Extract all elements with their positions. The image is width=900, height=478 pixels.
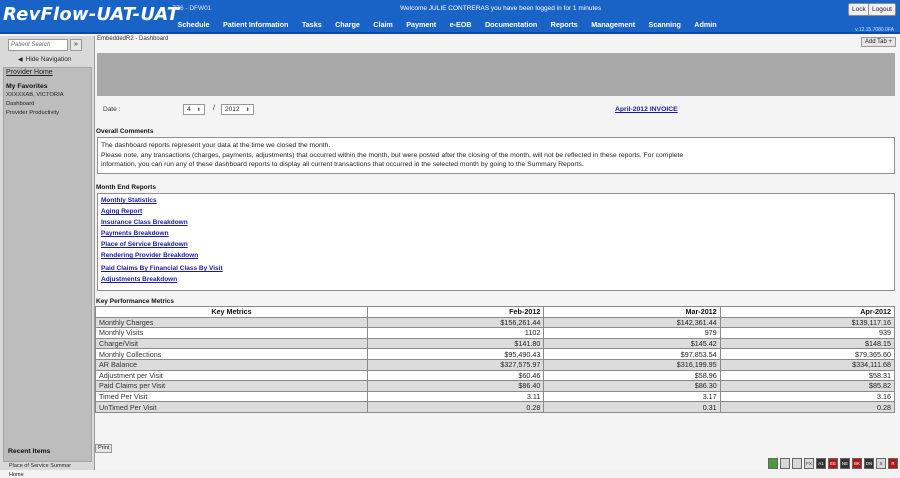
app-logo: RevFlow-UAT-UAT: [3, 4, 180, 25]
metric-value-cell: $139,117.16: [720, 317, 894, 328]
report-link-monthly-statistics[interactable]: Monthly Statistics: [101, 197, 157, 204]
metric-name-cell: Monthly Charges: [96, 317, 368, 328]
recent-item[interactable]: Home: [9, 472, 24, 478]
metric-name-cell: UnTimed Per Visit: [96, 402, 368, 413]
comment-line: information, you can run any of these dashboard reports to display all current transactions that occurred in the selected month by going to the Summary Reports.: [101, 161, 584, 168]
comment-line: The dashboard reports represent your data at the time we closed the month.: [101, 142, 331, 149]
metric-value-cell: $60.46: [368, 370, 544, 381]
print-button[interactable]: Print: [95, 444, 112, 453]
table-row: [96, 391, 895, 402]
nav-item-tasks[interactable]: Tasks: [301, 20, 322, 29]
year-select[interactable]: [221, 104, 254, 115]
report-link-adjustments[interactable]: Adjustments Breakdown: [101, 276, 178, 283]
metric-name-cell: Timed Per Visit: [96, 391, 368, 402]
reports-box: [97, 193, 895, 291]
year-value: 2012: [225, 106, 240, 113]
metric-value-cell: $58.96: [544, 370, 720, 381]
favorite-item[interactable]: Dashboard: [6, 101, 35, 107]
month-select[interactable]: [183, 104, 205, 115]
metric-value-cell: 0.28: [720, 402, 894, 413]
favorites-heading: My Favorites: [6, 83, 48, 90]
taskbar-app-icon[interactable]: EE: [828, 458, 838, 469]
nav-item-admin[interactable]: Admin: [694, 20, 717, 29]
comments-box: [97, 137, 895, 174]
metric-value-cell: $79,365.60: [720, 349, 894, 360]
taskbar-app-icon[interactable]: A1: [816, 458, 826, 469]
taskbar-app-icon[interactable]: R: [888, 458, 898, 469]
overall-comments-heading: Overall Comments: [96, 128, 154, 135]
app-header: [0, 0, 900, 34]
nav-item-charge[interactable]: Charge: [335, 20, 360, 29]
nav-item-claim[interactable]: Claim: [373, 20, 393, 29]
main-nav: [171, 20, 723, 29]
dashboard-content: [95, 36, 900, 470]
metric-value-cell: 939: [720, 328, 894, 339]
nav-item-documentation[interactable]: Documentation: [484, 20, 538, 29]
welcome-message: Welcome JULIE CONTRERAS you have been logged in for 1 minutes: [400, 5, 602, 12]
metric-value-cell: 979: [544, 328, 720, 339]
nav-item-schedule[interactable]: Schedule: [177, 20, 210, 29]
nav-item-payment[interactable]: Payment: [406, 20, 437, 29]
nav-item-reports[interactable]: Reports: [550, 20, 578, 29]
metric-value-cell: 1102: [368, 328, 544, 339]
report-link-aging[interactable]: Aging Report: [101, 208, 143, 215]
date-label: Date :: [103, 106, 121, 113]
report-link-paid-claims[interactable]: Paid Claims By Financial Class By Visit: [101, 265, 223, 272]
table-row: [96, 317, 895, 328]
search-go-button[interactable]: »: [70, 39, 82, 51]
taskbar-app-icon[interactable]: DN: [864, 458, 874, 469]
provider-home-link[interactable]: Provider Home: [6, 69, 53, 76]
recent-items-heading: Recent Items: [8, 448, 51, 455]
metric-name-cell: Adjustment per Visit: [96, 370, 368, 381]
taskbar-app-icon[interactable]: [792, 458, 802, 469]
dashboard-banner: [97, 53, 895, 96]
metric-value-cell: $148.15: [720, 338, 894, 349]
taskbar-app-icon[interactable]: BK: [852, 458, 862, 469]
date-separator: /: [213, 105, 215, 112]
taskbar: [768, 456, 900, 470]
taskbar-app-icon[interactable]: [780, 458, 790, 469]
metric-value-cell: $141.80: [368, 338, 544, 349]
arrow-left-icon: ◀: [18, 57, 23, 63]
recent-item[interactable]: Place of Service Summar: [9, 463, 72, 469]
kpi-heading: Key Performance Metrics: [96, 298, 175, 305]
metric-value-cell: $156,261.44: [368, 317, 544, 328]
metric-value-cell: 3.17: [544, 391, 720, 402]
kpi-table: [95, 306, 895, 413]
metric-value-cell: 3.11: [368, 391, 544, 402]
sidebar: [0, 36, 95, 478]
nav-item-management[interactable]: Management: [591, 20, 636, 29]
navigation-panel: [3, 67, 92, 462]
kpi-column-header: Apr-2012: [720, 307, 894, 318]
table-row: [96, 370, 895, 381]
report-link-rendering-provider[interactable]: Rendering Provider Breakdown: [101, 252, 199, 259]
logout-button[interactable]: Logout: [868, 3, 896, 16]
table-row: [96, 349, 895, 360]
metric-name-cell: Monthly Collections: [96, 349, 368, 360]
kpi-column-header: Feb-2012: [368, 307, 544, 318]
kpi-header-row: [96, 307, 895, 318]
metric-value-cell: $327,575.97: [368, 359, 544, 370]
favorite-item[interactable]: XXXXXAB, VICTORIA: [6, 92, 64, 98]
month-value: 4: [187, 106, 191, 113]
select-arrows-icon: ⬍: [196, 107, 201, 113]
metric-value-cell: $86.30: [544, 381, 720, 392]
patient-search-input[interactable]: Patient Search: [8, 39, 68, 51]
lock-button[interactable]: Lock: [848, 3, 870, 16]
table-row: [96, 402, 895, 413]
favorite-item[interactable]: Provider Productivity: [6, 110, 60, 116]
metric-value-cell: $58.31: [720, 370, 894, 381]
month-end-reports-heading: Month End Reports: [96, 184, 156, 191]
report-link-payments[interactable]: Payments Breakdown: [101, 230, 169, 237]
select-arrows-icon: ⬍: [245, 107, 250, 113]
report-link-place-of-service[interactable]: Place of Service Breakdown: [101, 241, 188, 248]
metric-value-cell: $85.82: [720, 381, 894, 392]
invoice-link[interactable]: April-2012 INVOICE: [615, 106, 678, 113]
metric-value-cell: 3.16: [720, 391, 894, 402]
table-row: [96, 328, 895, 339]
metric-name-cell: AR Balance: [96, 359, 368, 370]
breadcrumb: EmbeddedR2 - Dashboard: [97, 36, 169, 42]
taskbar-app-icon[interactable]: X: [876, 458, 886, 469]
taskbar-app-icon[interactable]: FX: [804, 458, 814, 469]
nav-item-patient-information[interactable]: Patient Information: [222, 20, 289, 29]
metric-value-cell: $95,490.43: [368, 349, 544, 360]
version-label: v.12.15.7080.0FA: [855, 27, 894, 33]
metric-name-cell: Monthly Visits: [96, 328, 368, 339]
hide-navigation-link[interactable]: [18, 56, 72, 63]
metric-value-cell: 0.28: [368, 402, 544, 413]
metric-value-cell: $86.40: [368, 381, 544, 392]
metric-value-cell: $97,853.54: [544, 349, 720, 360]
kpi-column-header: Mar-2012: [544, 307, 720, 318]
taskbar-app-icon[interactable]: [768, 458, 778, 469]
comment-line: Please note, any transactions (charges, payments, adjustments) that occurred within the month, but were posted after the closing of the month, will not be reflected in these reports. For complete: [101, 151, 684, 159]
report-link-insurance-class[interactable]: Insurance Class Breakdown: [101, 219, 188, 226]
kpi-column-header: Key Metrics: [96, 307, 368, 318]
metric-name-cell: Paid Claims per Visit: [96, 381, 368, 392]
metric-value-cell: $316,199.95: [544, 359, 720, 370]
nav-item-scanning[interactable]: Scanning: [648, 20, 681, 29]
metric-value-cell: 0.31: [544, 402, 720, 413]
metric-value-cell: $142,361.44: [544, 317, 720, 328]
table-row: [96, 359, 895, 370]
taskbar-app-icon[interactable]: NE: [840, 458, 850, 469]
add-tab-button[interactable]: Add Tab +: [861, 37, 896, 47]
nav-item-e-eob[interactable]: e-EOB: [449, 20, 472, 29]
metric-name-cell: Charge/Visit: [96, 338, 368, 349]
metric-value-cell: $145.42: [544, 338, 720, 349]
hide-navigation-label: Hide Navigation: [25, 56, 72, 63]
table-row: [96, 338, 895, 349]
table-row: [96, 381, 895, 392]
environment-label: ZZ6 - DFW01: [172, 5, 212, 12]
metric-value-cell: $334,111.68: [720, 359, 894, 370]
